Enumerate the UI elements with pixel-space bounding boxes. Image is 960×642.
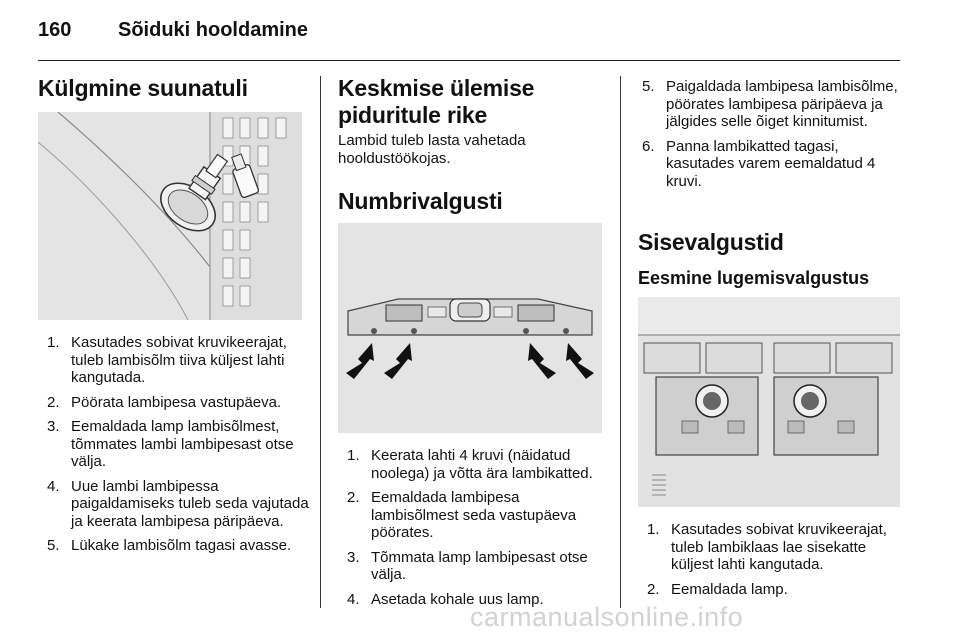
list-item: 3. Eemaldada lamp lambisõlmest, tõmmates lambi lambipesast otse välja. bbox=[47, 418, 294, 470]
column-divider-1 bbox=[320, 76, 321, 608]
list-item: 5. Lükake lambisõlm tagasi avasse. bbox=[47, 537, 292, 554]
brake-light-intro: Lambid tuleb lasta vahetada hooldustöökojas. bbox=[338, 132, 526, 167]
list-item: 1. Keerata lahti 4 kruvi (näidatud noolega) ja võtta ära lambikatted. bbox=[347, 447, 593, 482]
subsection-title-front-reading-light: Eesmine lugemisvalgustus bbox=[638, 268, 870, 288]
section-title-license-light: Numbrivalgusti bbox=[338, 188, 503, 214]
list-item: 5. Paigaldada lambipesa lambisõlme, pöörates lambipesa päripäeva ja jälgides selle õiget kinnitumist. bbox=[642, 78, 898, 130]
list-item: 2. Eemaldada lambipesa lambisõlmest seda vastupäeva pöörates. bbox=[347, 489, 577, 541]
list-item: 4. Asetada kohale uus lamp. bbox=[347, 590, 544, 608]
chapter-title: Sõiduki hooldamine bbox=[118, 19, 309, 41]
list-item: 6. Panna lambikatted tagasi, kasutades varem eemaldatud 4 kruvi. bbox=[642, 137, 876, 190]
list-item: 4. Uue lambi lambipessa paigaldamiseks tuleb seda vajutada ja keerata lambipesa päripäeva. bbox=[47, 477, 309, 530]
side-indicator-figure bbox=[38, 112, 302, 320]
list-item: 1. Kasutades sobivat kruvikeerajat, tuleb lambisõlm tiiva küljest lahti kangutada. bbox=[47, 334, 287, 386]
reading-light-illustration bbox=[638, 297, 900, 507]
title-line-1: Keskmise ülemise bbox=[338, 75, 535, 101]
section-title-interior-lights: Sisevalgustid bbox=[638, 229, 784, 255]
reading-light-figure bbox=[638, 297, 900, 507]
license-light-steps-continued bbox=[642, 78, 902, 197]
side-indicator-steps bbox=[47, 334, 309, 562]
list-item: 3. Tõmmata lamp lambipesast otse välja. bbox=[347, 548, 588, 583]
list-item: 2. Eemaldada lamp. bbox=[647, 580, 788, 598]
page-number: 160 bbox=[38, 19, 72, 41]
list-item: 1. Kasutades sobivat kruvikeerajat, tuleb lambiklaas lae sisekatte küljest lahti kangutada. bbox=[647, 521, 887, 573]
list-item: 2. Pöörata lambipesa vastupäeva. bbox=[47, 393, 282, 411]
license-light-figure bbox=[338, 223, 602, 433]
column-divider-2 bbox=[620, 76, 621, 608]
section-title-side-indicator: Külgmine suunatuli bbox=[38, 75, 248, 101]
reading-light-steps bbox=[647, 521, 903, 605]
license-light-steps bbox=[347, 447, 609, 615]
header-rule bbox=[38, 60, 900, 61]
section-title-brake-light bbox=[338, 75, 534, 129]
title-line-2: piduritule rike bbox=[338, 102, 488, 128]
side-indicator-illustration bbox=[38, 112, 302, 320]
watermark: carmanualsonline.info bbox=[470, 602, 744, 632]
license-light-illustration bbox=[338, 223, 602, 433]
